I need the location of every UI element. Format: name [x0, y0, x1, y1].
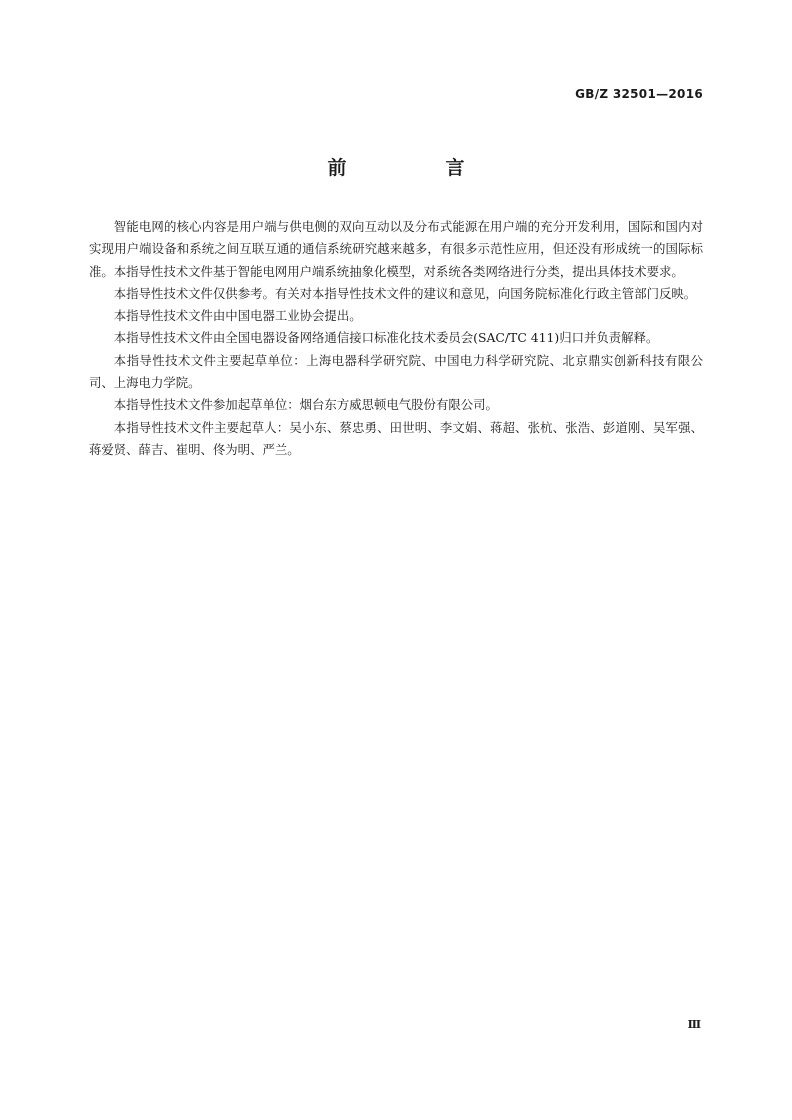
- paragraph: 本指导性技术文件主要起草人：吴小东、蔡忠勇、田世明、李文娟、蒋超、张杭、张浩、彭道刚、吴军强、蒋爱贤、薛吉、崔明、佟为明、严兰。: [89, 419, 703, 457]
- standard-code: GB/Z 32501—2016: [575, 87, 703, 101]
- paragraph: 本指导性技术文件仅供参考。有关对本指导性技术文件的建议和意见，向国务院标准化行政主管部门反映。: [113, 285, 697, 301]
- paragraph: 本指导性技术文件由全国电器设备网络通信接口标准化技术委员会(SAC/TC 411)归口并负责解释。: [113, 330, 659, 346]
- paragraph: 本指导性技术文件主要起草单位：上海电器科学研究院、中国电力科学研究院、北京鼎实创新科技有限公司、上海电力学院。: [89, 352, 703, 391]
- foreword-body: [89, 216, 703, 461]
- paragraph: 本指导性技术文件由中国电器工业协会提出。: [113, 308, 362, 324]
- paragraph: 本指导性技术文件参加起草单位：烟台东方威思顿电气股份有限公司。: [113, 397, 498, 413]
- paragraph: 智能电网的核心内容是用户端与供电侧的双向互动以及分布式能源在用户端的充分开发利用，国际和国内对实现用户端设备和系统之间互联互通的通信系统研究越来越多，有很多示范性应用，但还没有形成统一的国际标准。本指导性技术文件基于智能电网用户端系统抽象化模型，对系统各类网络进行分类，提出具体技术要求。: [89, 219, 703, 279]
- page-number: Ⅲ: [687, 1018, 701, 1031]
- page-title: 前 言: [327, 157, 505, 179]
